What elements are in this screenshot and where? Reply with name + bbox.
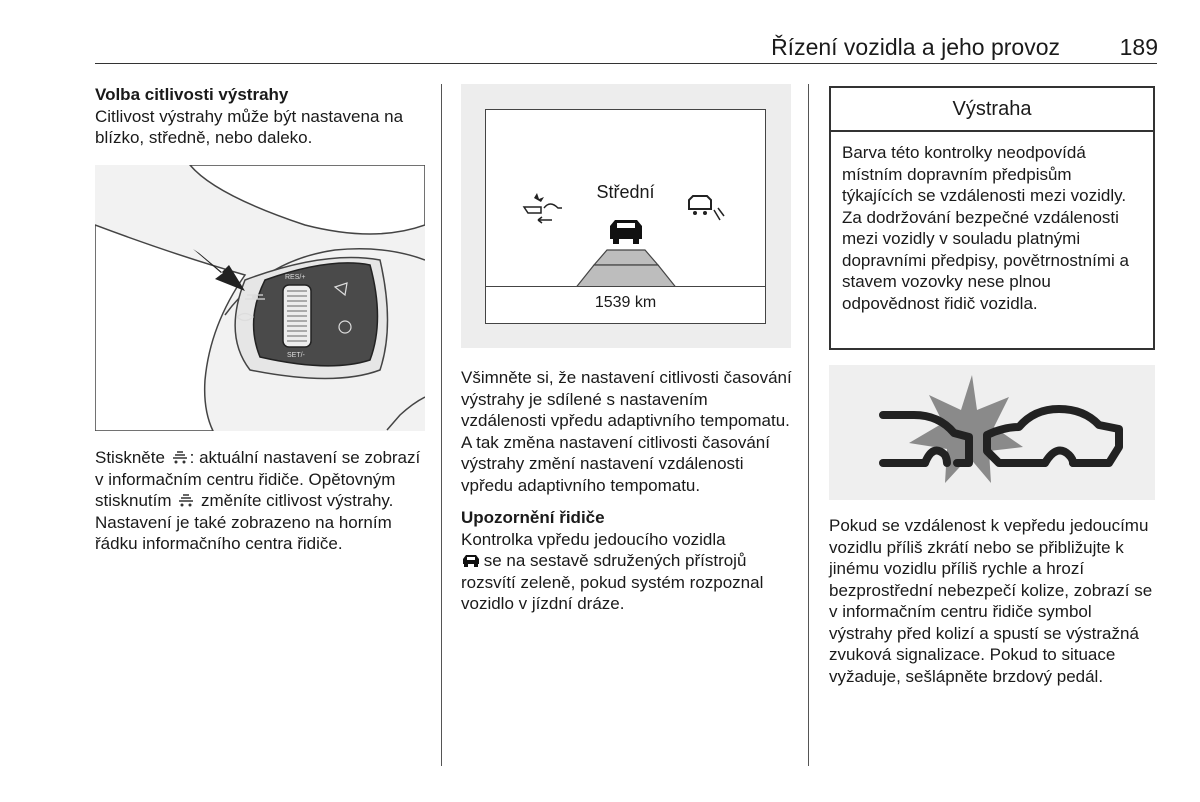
collision-warning-figure	[829, 365, 1155, 500]
page-number: 189	[1119, 34, 1158, 60]
display-screen	[485, 109, 766, 324]
section-heading: Upozornění řidiče	[461, 508, 605, 527]
column-1-body	[95, 447, 430, 555]
mode-label: Střední	[596, 182, 655, 202]
page-header-title: Řízení vozidla a jeho provoz	[771, 34, 1060, 60]
column-2-body	[461, 367, 797, 615]
collision-sensitivity-icon	[176, 492, 196, 508]
intro-paragraph: Citlivost výstrahy může být nastavena na blízko, středně, nebo daleko.	[95, 106, 404, 147]
header-divider	[95, 63, 1157, 64]
res-label: RES/+	[285, 274, 306, 281]
para-text-1: Stiskněte	[95, 448, 170, 467]
warning-title: Výstraha	[831, 88, 1153, 132]
column-1-intro	[95, 84, 430, 149]
vehicle-ahead-icon	[610, 220, 642, 244]
column-divider	[808, 84, 809, 766]
column-divider	[441, 84, 442, 766]
forward-collision-alert-icon	[524, 193, 562, 223]
column-3-body	[829, 515, 1159, 687]
collision-paragraph: Pokud se vzdálenost k vepředu jedoucímu vozidlu příliš zkrátí nebo se přibližujte k jinému vozidlu příliš rychle a hrozí bezprostřední nebezpečí kolize, zobrazí se v informačním centru řidiče symbol výstrahy před kolizí a spustí se výstražná zvuková signalizace. Pokud to situace vyžaduje, sešlápněte brzdový pedál.	[829, 516, 1153, 686]
warning-text: Barva této kontrolky neodpovídá místním dopravním předpisům týkajících se vzdálenosti mezi vozidly. Za dodržování bezpečné vzdálenosti mezi vozidly v souladu platnými dopravními předpisy, povětrnostními a stavem vozovky nese plnou odpovědnost řidič vozidla.	[842, 143, 1129, 313]
display-divider	[486, 286, 765, 287]
vehicle-ahead-icon	[461, 552, 479, 568]
note-paragraph: Všimněte si, že nastavení citlivosti časování výstrahy je sdílené s nastavením vzdálenosti vpředu adaptivního tempomatu. A tak změna nastavení citlivosti časování výstrahy změní nastavení vzdálenosti vpředu adaptivního tempomatu.	[461, 368, 792, 495]
section-heading: Volba citlivosti výstrahy	[95, 85, 289, 104]
set-label: SET/-	[287, 352, 305, 359]
steering-wheel-figure	[95, 165, 425, 431]
para-text-2: se na sestavě sdružených přístrojů rozsvítí zeleně, pokud systém rozpoznal vozidlo v jízdní dráze.	[461, 551, 764, 613]
para-text-3: změníte citlivost výstrahy. Nastavení je také zobrazeno na horním řádku informačního centra řidiče.	[95, 491, 394, 553]
odometer: 1539 km	[594, 294, 657, 311]
warning-box	[829, 86, 1155, 350]
collision-sensitivity-icon	[170, 449, 190, 465]
driver-info-display-figure	[461, 84, 791, 348]
distance-setting-icon	[689, 196, 724, 220]
para-text-2: : aktuální nastavení se zobrazí v informačním centru řidiče. Opětovným stisknutím	[95, 448, 421, 510]
driver-alert-paragraph	[461, 529, 797, 615]
sensitivity-paragraph	[95, 447, 430, 555]
para-text-1: Kontrolka vpředu jedoucího vozidla	[461, 529, 726, 549]
